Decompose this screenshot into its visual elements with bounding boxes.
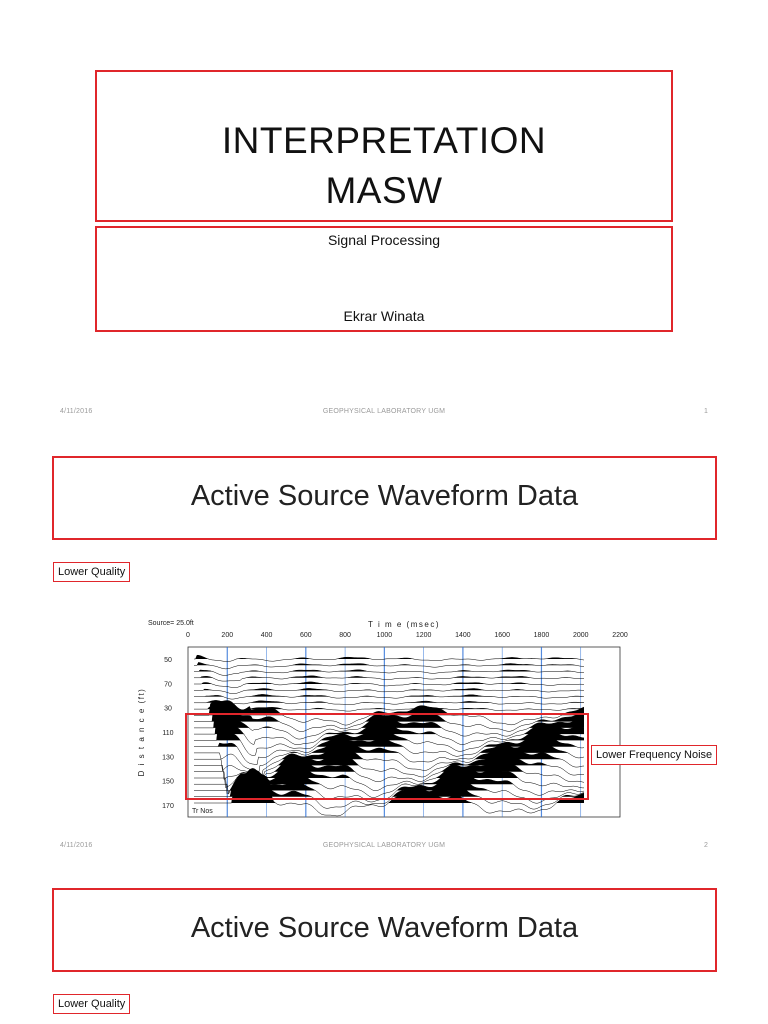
- slide1-title-line1: INTERPRETATION: [221, 120, 547, 161]
- x-tick-label: 600: [299, 632, 312, 639]
- source-label: Source= 25.0ft: [148, 620, 194, 627]
- slide3-title: Active Source Waveform Data: [190, 912, 579, 944]
- slide1-footer-page: 1: [704, 408, 709, 415]
- slide2-footer-date: 4/11/2016: [60, 842, 93, 849]
- y-tick-label: 50: [164, 657, 172, 665]
- slide1-subtitle: Signal Processing: [327, 232, 441, 248]
- y-axis-label: D i s t a n c e (ft): [137, 687, 146, 777]
- y-tick-label: 70: [164, 681, 172, 689]
- y-tick-label: 110: [162, 730, 174, 737]
- slide2-footer-center: GEOPHYSICAL LABORATORY UGM: [322, 842, 446, 849]
- slide2-footer-page: 2: [704, 842, 709, 849]
- x-tick-label: 2000: [572, 632, 589, 639]
- slide2-title-box: [52, 456, 717, 540]
- y-tick-label: 170: [162, 802, 174, 810]
- noise-highlight-box: [185, 713, 589, 800]
- slide1-author: Ekrar Winata: [343, 308, 425, 324]
- x-tick-label: 1000: [376, 632, 393, 639]
- slide3-title-box: [52, 888, 717, 972]
- slide2-quality-tag: Lower Quality: [53, 562, 130, 582]
- noise-annotation: Lower Frequency Noise: [591, 745, 717, 765]
- x-tick-label: 2200: [612, 632, 628, 639]
- x-axis-label: T i m e (msec): [368, 620, 440, 629]
- x-tick-label: 1800: [533, 632, 550, 639]
- y-tick-label: 30: [164, 705, 172, 713]
- x-tick-label: 1400: [455, 632, 471, 639]
- y-tick-label: 150: [162, 778, 174, 786]
- x-tick-label: 1200: [415, 632, 432, 639]
- slide1-footer-date: 4/11/2016: [60, 408, 93, 415]
- x-tick-label: 1600: [494, 632, 510, 639]
- slide1-footer-center: GEOPHYSICAL LABORATORY UGM: [322, 408, 446, 415]
- slide1-title-line2: MASW: [325, 170, 443, 211]
- x-tick-label: 400: [260, 632, 273, 639]
- x-tick-label: 200: [221, 632, 234, 639]
- x-tick-label: 800: [339, 632, 351, 639]
- slide2-title: Active Source Waveform Data: [190, 480, 579, 512]
- y-tick-label: 130: [162, 754, 174, 762]
- slide1-title-box: [95, 70, 673, 222]
- slide1-subtitle-box: [95, 226, 673, 332]
- x-tick-label: 0: [186, 632, 190, 639]
- slide3-quality-tag: Lower Quality: [53, 994, 130, 1014]
- trace-number-label: Tr Nos: [192, 808, 213, 815]
